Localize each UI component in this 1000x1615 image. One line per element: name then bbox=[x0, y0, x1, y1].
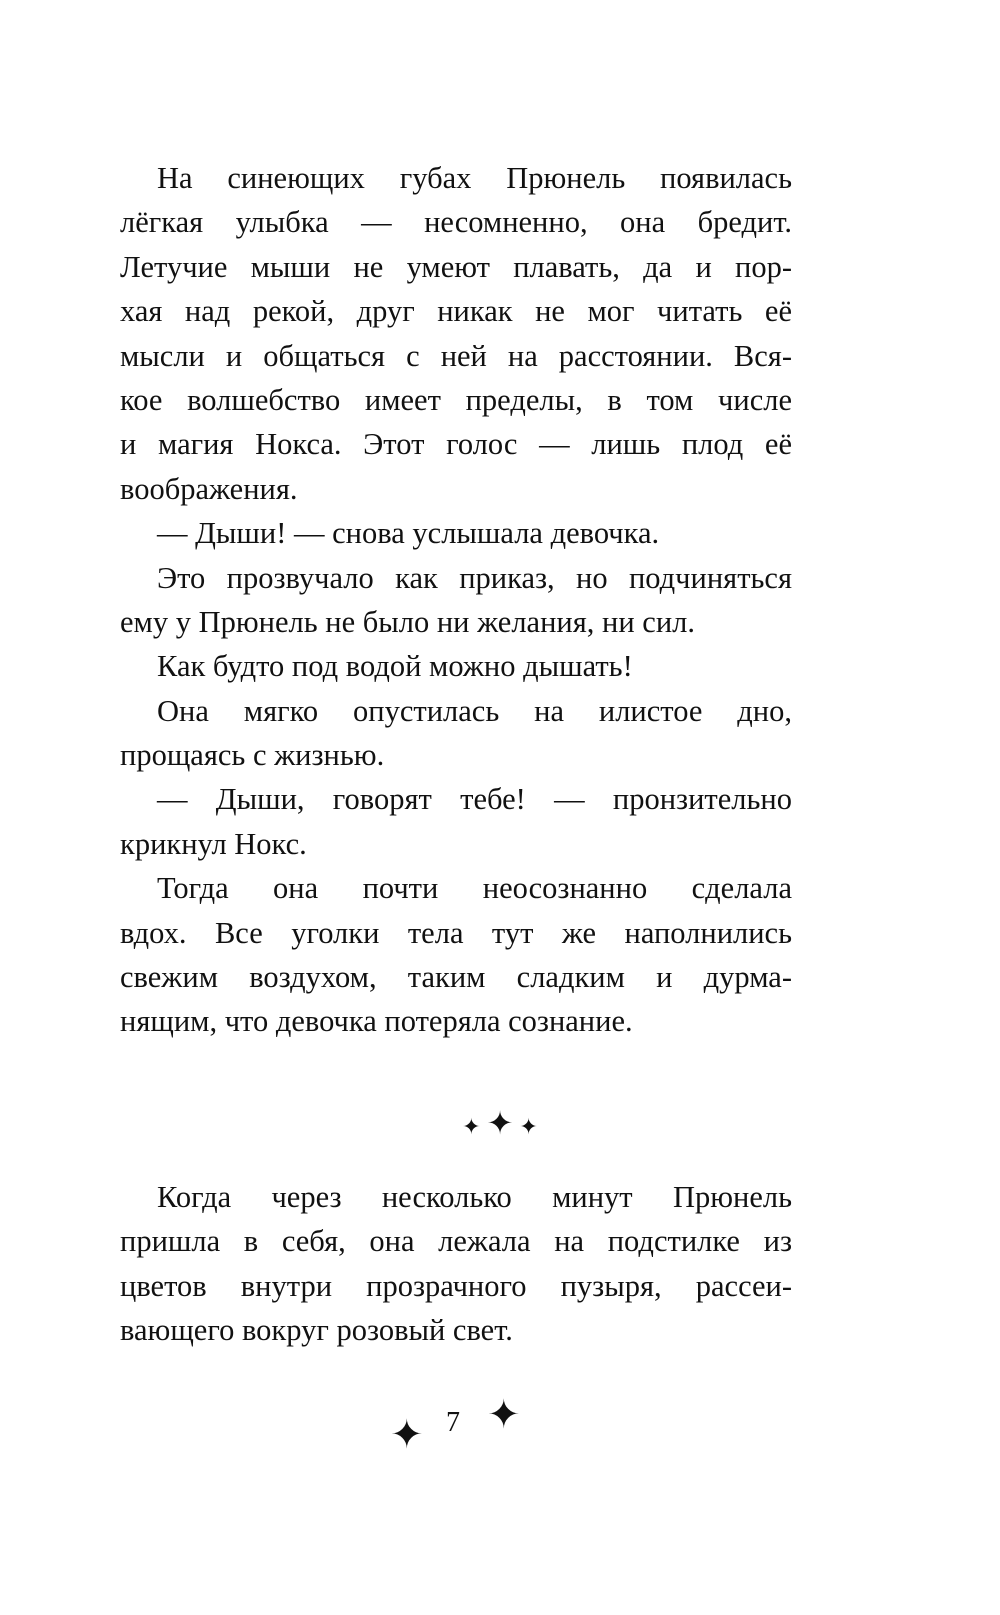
text-line: — Дыши! — снова услышала девочка. bbox=[157, 516, 660, 551]
text-line: Она мягко опустилась на илистое дно, bbox=[157, 693, 792, 728]
text-line: хая над рекой, друг никак не мог читать её bbox=[120, 294, 792, 329]
page-footer bbox=[0, 1392, 1000, 1475]
text-line: вающего вокруг розовый свет. bbox=[120, 1313, 513, 1348]
text-line: пришла в себя, она лежала на подстилке из bbox=[120, 1224, 792, 1259]
text-line: нящим, что девочка потеряла сознание. bbox=[120, 1004, 633, 1039]
star-icon: ✦ bbox=[390, 1412, 424, 1457]
text-line: лёгкая улыбка — несомненно, она бредит. bbox=[120, 205, 792, 240]
text-line: свежим воздухом, таким сладким и дурма- bbox=[120, 960, 792, 995]
page-number: 7 bbox=[446, 1407, 460, 1438]
text-line: мысли и общаться с ней на расстоянии. Вся- bbox=[120, 338, 792, 373]
star-icon: ✦ bbox=[487, 1392, 521, 1437]
text-section-2 bbox=[120, 1175, 792, 1353]
star-icon: ✦ bbox=[462, 1114, 481, 1139]
text-line: вдох. Все уголки тела тут же наполнились bbox=[120, 915, 792, 950]
text-line: кое волшебство имеет пределы, в том числе bbox=[120, 382, 792, 417]
text-line: крикнул Нокс. bbox=[120, 826, 307, 861]
text-line: ему у Прюнель не было ни желания, ни сил. bbox=[120, 604, 695, 639]
star-icon: ✦ bbox=[486, 1105, 514, 1141]
text-line: цветов внутри прозрачного пузыря, рассеи- bbox=[120, 1268, 792, 1303]
text-line: На синеющих губах Прюнель появилась bbox=[157, 161, 792, 195]
text-line: Это прозвучало как приказ, но подчиняться bbox=[157, 560, 792, 595]
text-line: — Дыши, говорят тебе! — пронзительно bbox=[157, 782, 792, 817]
section-separator bbox=[0, 1104, 1000, 1142]
text-line: Как будто под водой можно дышать! bbox=[157, 649, 633, 684]
text-line: воображения. bbox=[120, 471, 298, 506]
text-line: и магия Нокса. Этот голос — лишь плод её bbox=[120, 427, 792, 462]
text-line: Когда через несколько минут Прюнель bbox=[157, 1180, 792, 1214]
text-line: Тогда она почти неосознанно сделала bbox=[157, 871, 792, 906]
text-line: Летучие мыши не умеют плавать, да и пор- bbox=[120, 249, 792, 284]
text-section-1 bbox=[120, 156, 792, 1044]
text-line: прощаясь с жизнью. bbox=[120, 738, 385, 773]
star-icon: ✦ bbox=[519, 1114, 538, 1139]
